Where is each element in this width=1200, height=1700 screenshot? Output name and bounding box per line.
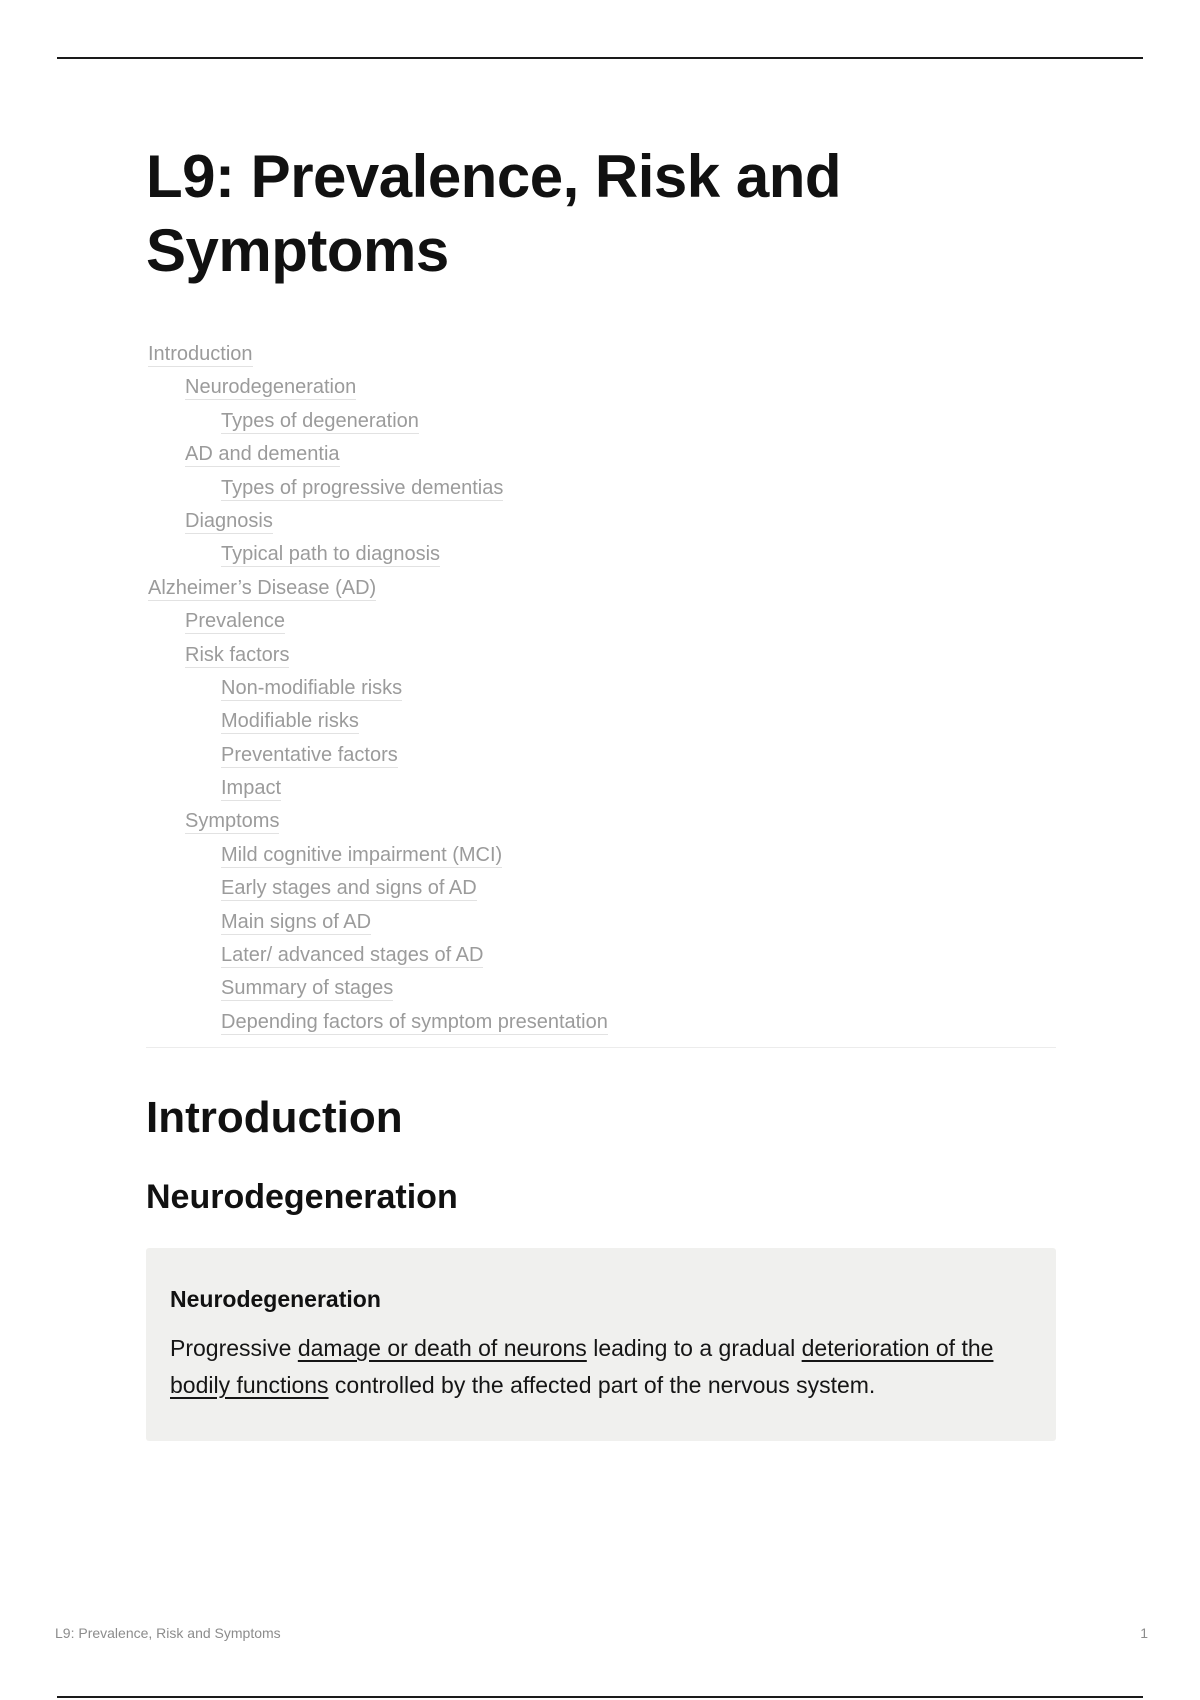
toc-link[interactable]: Types of degeneration — [221, 409, 419, 432]
page-content — [146, 140, 1056, 1441]
callout-text-part: controlled by the affected part of the nervous system. — [328, 1371, 876, 1398]
toc-item[interactable] — [146, 639, 1056, 672]
toc-link[interactable]: Neurodegeneration — [185, 376, 357, 399]
toc-item[interactable] — [146, 772, 1056, 805]
toc-item[interactable] — [146, 705, 1056, 738]
toc-link[interactable]: Modifiable risks — [221, 710, 359, 733]
toc-link[interactable]: Early stages and signs of AD — [221, 877, 477, 900]
toc-item[interactable] — [146, 672, 1056, 705]
toc-link[interactable]: Alzheimer’s Disease (AD) — [148, 576, 377, 599]
toc-item[interactable] — [146, 605, 1056, 638]
toc-link[interactable]: AD and dementia — [185, 443, 340, 466]
toc-link[interactable]: Preventative factors — [221, 743, 398, 766]
toc-item[interactable] — [146, 405, 1056, 438]
toc-link[interactable]: Risk factors — [185, 643, 290, 666]
toc-item[interactable] — [146, 972, 1056, 1005]
toc-link[interactable]: Diagnosis — [185, 509, 273, 532]
footer-page-number: 1 — [1140, 1625, 1148, 1641]
definition-callout — [146, 1248, 1056, 1441]
toc-link[interactable]: Introduction — [148, 343, 253, 365]
toc-item[interactable] — [146, 371, 1056, 404]
toc-item[interactable] — [146, 805, 1056, 838]
callout-underlined-phrase: damage or death of neurons — [297, 1335, 587, 1362]
subsection-heading-neurodegeneration: Neurodegeneration — [146, 1178, 458, 1217]
callout-title: Neurodegeneration — [170, 1286, 381, 1313]
toc-link[interactable]: Typical path to diagnosis — [221, 543, 441, 566]
toc-item[interactable] — [146, 538, 1056, 571]
document-title: L9: Prevalence, Risk and Symptoms — [146, 143, 841, 284]
toc-item[interactable] — [146, 739, 1056, 772]
callout-text — [170, 1330, 1032, 1403]
toc-link[interactable]: Summary of stages — [221, 977, 394, 1000]
toc-link[interactable]: Impact — [221, 777, 282, 800]
toc-link[interactable]: Types of progressive dementias — [221, 476, 504, 499]
callout-underlined-phrase: deterioration of the bodily functions — [170, 1335, 994, 1398]
callout-text-part: Progressive — [170, 1335, 298, 1362]
toc-link[interactable]: Depending factors of symptom presentation — [221, 1010, 608, 1033]
toc-item[interactable] — [146, 505, 1056, 538]
toc-item[interactable] — [146, 939, 1056, 972]
toc-item[interactable] — [146, 338, 1056, 371]
top-rule — [57, 57, 1143, 59]
toc-item[interactable] — [146, 839, 1056, 872]
toc-item[interactable] — [146, 906, 1056, 939]
toc-link[interactable]: Main signs of AD — [221, 910, 372, 933]
toc-divider — [146, 1047, 1056, 1048]
toc-item[interactable] — [146, 1006, 1056, 1039]
section-heading-introduction: Introduction — [146, 1093, 403, 1143]
toc-link[interactable]: Non-modifiable risks — [221, 676, 403, 699]
toc-link[interactable]: Symptoms — [185, 810, 280, 833]
toc-link[interactable]: Later/ advanced stages of AD — [221, 944, 484, 967]
bottom-rule — [57, 1696, 1143, 1698]
footer-document-title: L9: Prevalence, Risk and Symptoms — [55, 1625, 281, 1641]
toc-item[interactable] — [146, 472, 1056, 505]
toc-item[interactable] — [146, 872, 1056, 905]
callout-text-part: leading to a gradual — [586, 1335, 802, 1362]
toc-link[interactable]: Mild cognitive impairment (MCI) — [221, 843, 503, 866]
toc-item[interactable] — [146, 438, 1056, 471]
table-of-contents — [146, 338, 1056, 1039]
toc-link[interactable]: Prevalence — [185, 610, 286, 633]
toc-item[interactable] — [146, 572, 1056, 605]
